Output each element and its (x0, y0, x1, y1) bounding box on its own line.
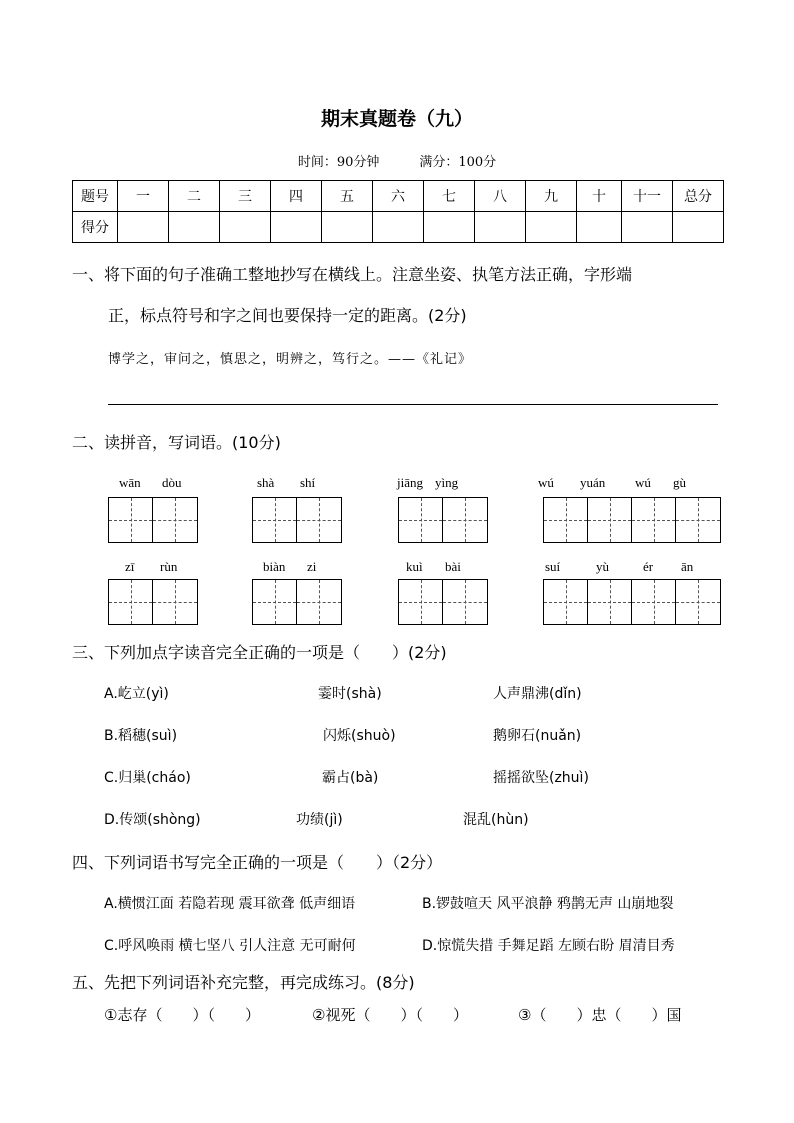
score-cell: 四 (271, 181, 322, 212)
pinyin: suí (545, 559, 561, 574)
pinyin: jiāng (397, 475, 423, 490)
pinyin: gù (673, 475, 686, 490)
writing-grid[interactable] (543, 579, 721, 625)
writing-grid[interactable] (543, 497, 721, 543)
question-3-title: 三、下列加点字读音完全正确的一项是（ ）(2分) (72, 643, 447, 662)
fill-item-2[interactable]: ②视死（ ）（ ） (312, 1006, 468, 1024)
score-input-cell[interactable] (622, 212, 673, 243)
option-d-3: 混乱(hùn) (463, 812, 529, 828)
option-c-1: C.归巢(cháo) (104, 770, 191, 786)
score-input-cell[interactable] (373, 212, 424, 243)
pinyin: bài (445, 559, 461, 574)
option-a-3: 人声鼎沸(dǐn) (493, 686, 582, 702)
time-limit: 时间：90分钟 (297, 155, 380, 170)
question-1 (72, 262, 632, 285)
score-cell: 二 (169, 181, 220, 212)
pinyin: biàn (263, 559, 286, 574)
full-score: 满分：100分 (419, 155, 497, 170)
option-a: A.横惯江面 若隐若现 震耳欲聋 低声细语 (104, 896, 356, 912)
score-cell: 九 (526, 181, 577, 212)
score-cell: 题号 (73, 181, 118, 212)
pinyin: shí (300, 475, 316, 490)
pinyin: wú (538, 475, 554, 490)
pinyin: zi (307, 559, 317, 574)
score-cell: 三 (220, 181, 271, 212)
score-cell: 八 (475, 181, 526, 212)
option-d: D.惊慌失措 手舞足蹈 左顾右盼 眉清目秀 (422, 938, 675, 954)
score-input-cell[interactable] (220, 212, 271, 243)
score-table-header-row (73, 181, 724, 212)
score-row-label: 得分 (73, 212, 118, 243)
score-cell: 十 (577, 181, 622, 212)
pinyin: ér (643, 559, 654, 574)
score-input-cell[interactable] (526, 212, 577, 243)
score-table (72, 180, 724, 243)
option-a-1: A.屹立(yì) (104, 686, 169, 702)
question-4-title: 四、下列词语书写完全正确的一项是（ ）（2分） (72, 853, 443, 872)
writing-grid[interactable] (252, 497, 342, 543)
writing-grid[interactable] (398, 497, 488, 543)
question-1-text-line2: 正，标点符号和字之间也要保持一定的距离。(2分) (108, 306, 467, 325)
writing-grid[interactable] (398, 579, 488, 625)
score-input-cell[interactable] (577, 212, 622, 243)
pinyin: yù (596, 559, 609, 574)
option-d-1: D.传颂(shòng) (104, 812, 201, 828)
score-cell: 总分 (673, 181, 724, 212)
score-cell: 六 (373, 181, 424, 212)
question-5-title: 五、先把下列词语补充完整，再完成练习。(8分) (72, 973, 415, 992)
option-a-2: 霎时(shà) (318, 686, 382, 702)
score-input-cell[interactable] (322, 212, 373, 243)
pinyin: wān (119, 475, 141, 490)
score-cell: 七 (424, 181, 475, 212)
option-c: C.呼风唤雨 横七坚八 引人注意 无可耐何 (104, 938, 356, 954)
writing-grid[interactable] (252, 579, 342, 625)
option-b-2: 闪烁(shuò) (323, 728, 396, 744)
score-input-cell[interactable] (424, 212, 475, 243)
option-c-2: 霸占(bà) (322, 770, 379, 786)
score-cell: 五 (322, 181, 373, 212)
option-b: B.锣鼓喧天 风平浪静 鸦鹊无声 山崩地裂 (422, 896, 674, 912)
score-input-cell[interactable] (169, 212, 220, 243)
score-table-score-row (73, 212, 724, 243)
score-input-cell[interactable] (673, 212, 724, 243)
writing-line[interactable] (108, 404, 718, 405)
score-cell: 一 (118, 181, 169, 212)
pinyin: dòu (162, 475, 182, 490)
option-c-3: 摇摇欲坠(zhuì) (493, 770, 589, 786)
option-b-1: B.稻穗(suì) (104, 728, 178, 744)
score-input-cell[interactable] (475, 212, 526, 243)
exam-info (0, 151, 794, 170)
pinyin: zī (125, 559, 135, 574)
score-input-cell[interactable] (271, 212, 322, 243)
fill-item-3[interactable]: ③（ ）忠（ ）国 (518, 1006, 682, 1024)
score-input-cell[interactable] (118, 212, 169, 243)
pinyin: yìng (435, 475, 459, 490)
score-cell: 十一 (622, 181, 673, 212)
page-title: 期末真题卷（九） (320, 108, 473, 130)
pinyin: shà (257, 475, 275, 490)
option-d-2: 功绩(jì) (296, 812, 343, 828)
question-1-number: 一、 (72, 265, 105, 284)
question-1-text-line1: 将下面的句子准确工整地抄写在横线上。注意坐姿、执笔方法正确，字形端 (104, 265, 633, 284)
fill-item-1[interactable]: ①志存（ ）（ ） (104, 1006, 260, 1024)
pinyin: rùn (160, 559, 178, 574)
pinyin: ān (681, 559, 694, 574)
copy-sentence: 博学之，审问之，慎思之，明辨之，笃行之。——《礼记》 (108, 352, 473, 367)
writing-grid[interactable] (108, 497, 198, 543)
pinyin: kuì (406, 559, 423, 574)
option-b-3: 鹅卵石(nuǎn) (493, 728, 582, 744)
question-2-title: 二、读拼音，写词语。(10分) (72, 433, 281, 452)
pinyin: wú (635, 475, 651, 490)
pinyin: yuán (580, 475, 606, 490)
writing-grid[interactable] (108, 579, 198, 625)
